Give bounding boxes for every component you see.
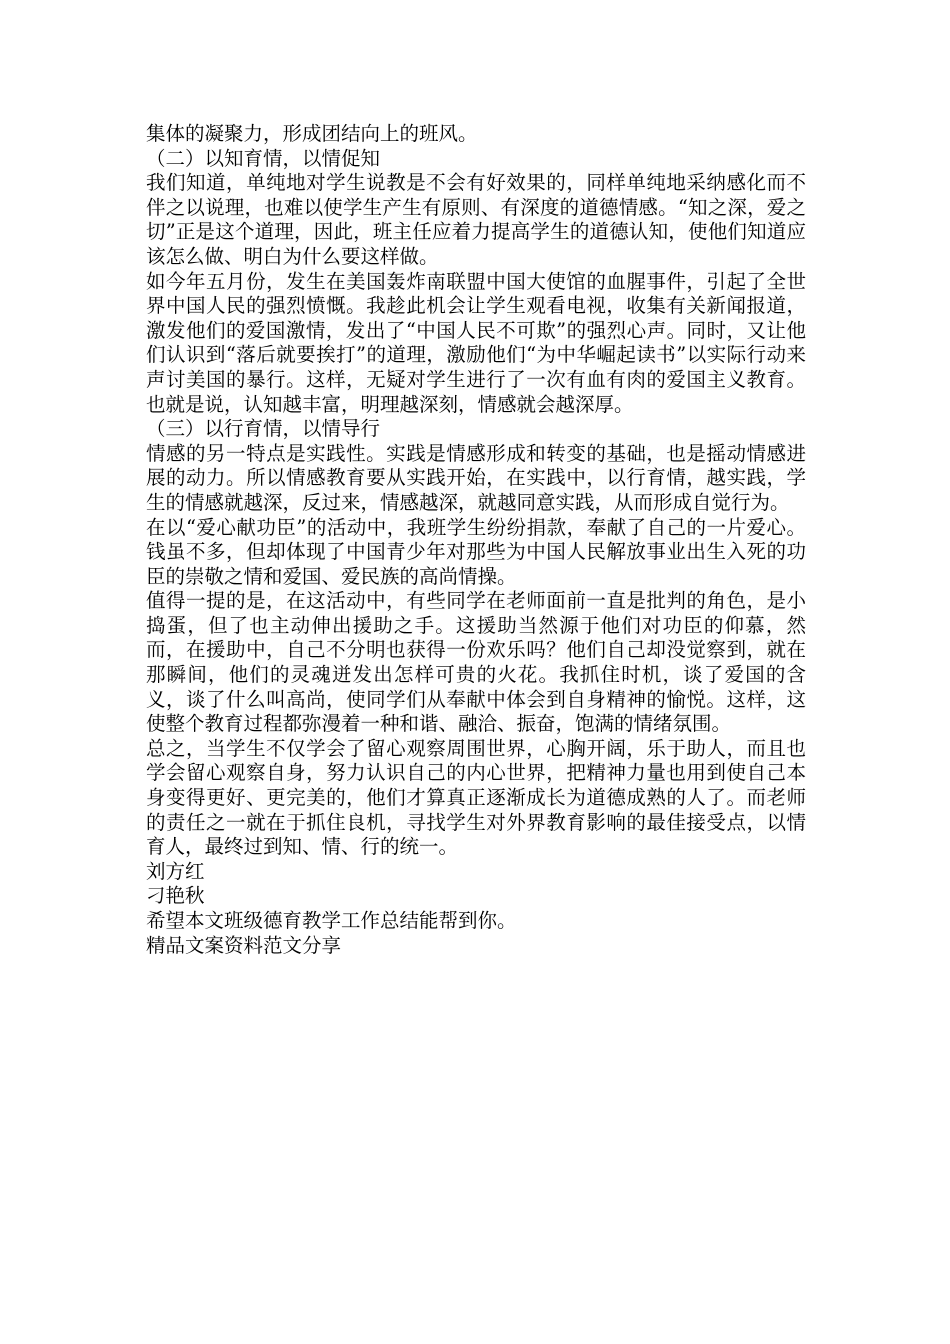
paragraph-activity: 在以“爱心献功臣”的活动中，我班学生纷纷捐款，奉献了自己的一片爱心。钱虽不多，但却体现了中国青少年对那些为中国人民解放事业出生入死的功臣的崇敬之情和爱国、爱民族的高尚情操。 [146,515,806,588]
paragraph-practice: 情感的另一特点是实践性。实践是情感形成和转变的基础，也是摇动情感进展的动力。所以情感教育要从实践开始，在实践中，以行育情，越实践，学生的情感就越深，反过来，情感越深，就越同意实践，从而形成自觉行为。 [146,441,806,514]
paragraph-conclusion: 总之，当学生不仅学会了留心观察周围世界，心胸开阔，乐于助人，而且也学会留心观察自身，努力认识自己的内心世界，把精神力量也用到使自己本身变得更好、更完美的，他们才算真正逐渐成长为道德成熟的人了。而老师的责任之一就在于抓住良机，寻找学生对外界教育影响的最佳接受点，以情育人，最终过到知、情、行的统一。 [146,736,806,859]
section-heading-3: （三）以行育情，以情导行 [146,417,381,441]
document-body [146,122,806,958]
closing-note: 希望本文班级德育教学工作总结能帮到你。 [146,909,517,932]
author-name-1: 刘方红 [146,859,205,883]
paragraph-intro-tail: 集体的凝聚力，形成团结向上的班风。 [146,122,478,145]
paragraph-knowledge: 我们知道，单纯地对学生说教是不会有好效果的，同样单纯地采纳感化而不伴之以说理，也难以使学生产生有原则、有深度的道德情感。“知之深，爱之切”正是这个道理，因此，班主任应着力提高学生的道德认知，使他们知道应该怎么做、明白为什么要这样做。 [146,171,806,268]
footer-tagline: 精品文案资料范文分享 [146,933,342,957]
paragraph-example-embassy: 如今年五月份，发生在美国轰炸南联盟中国大使馆的血腥事件，引起了全世界中国人民的强烈愤慨。我趁此机会让学生观看电视，收集有关新闻报道，激发他们的爱国激情，发出了“中国人民不可欺”的强烈心声。同时，又让他们认识到“落后就要挨打”的道理，激励他们“为中华崛起读书”以实际行动来声讨美国的暴行。这样，无疑对学生进行了一次有血有肉的爱国主义教育。也就是说，认知越丰富，明理越深刻，情感就会越深厚。 [146,269,806,416]
section-heading-2: （二）以知育情，以情促知 [146,146,381,170]
paragraph-noteworthy: 值得一提的是，在这活动中，有些同学在老师面前一直是批判的角色，是小捣蛋，但了也主动伸出援助之手。这援助当然源于他们对功臣的仰慕，然而，在援助中，自己不分明也获得一份欢乐吗？他们自己却没觉察到，就在那瞬间，他们的灵魂迸发出怎样可贵的火花。我抓住时机，谈了爱国的含义，谈了什么叫高尚，使同学们从奉献中体会到自身精神的愉悦。这样，这使整个教育过程都弥漫着一种和谐、融洽、振奋，饱满的情绪氛围。 [146,589,806,736]
author-name-2: 刁艳秋 [146,884,205,908]
